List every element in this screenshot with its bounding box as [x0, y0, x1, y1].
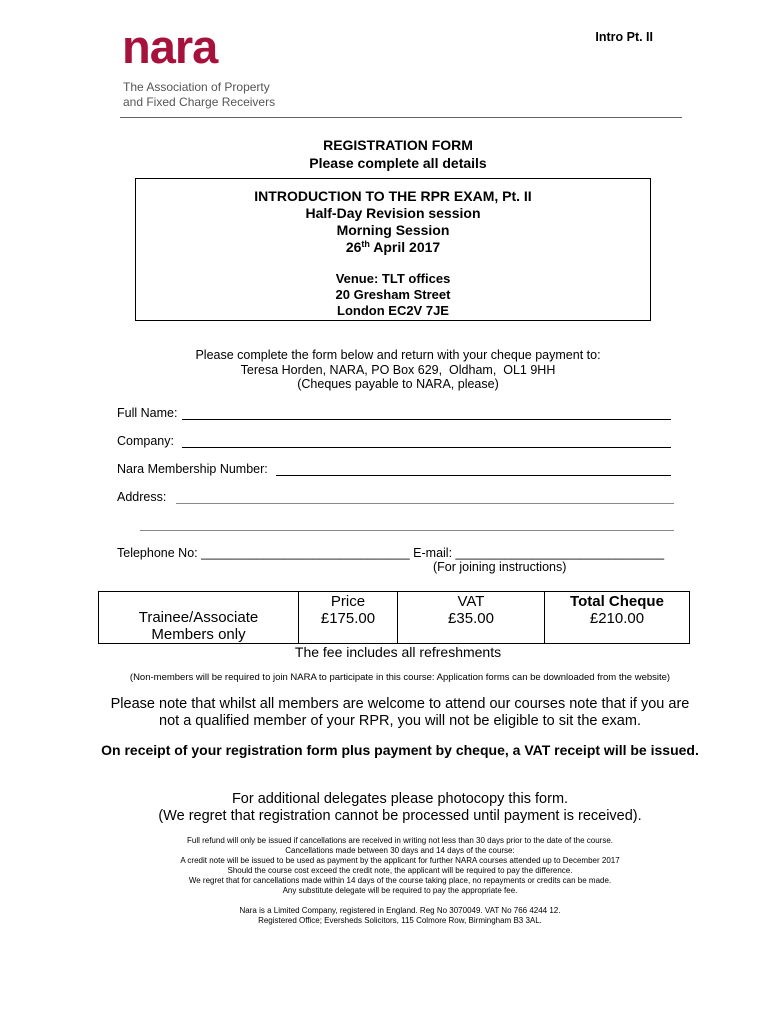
total-cell	[545, 592, 690, 644]
company-info-line1: Nara is a Limited Company, registered in England. Reg No 3070049. VAT No 766 4244 12.	[239, 906, 561, 915]
email-note: (For joining instructions)	[433, 560, 567, 574]
event-details-box	[135, 178, 651, 321]
event-session-time: Morning Session	[336, 222, 450, 238]
event-city: London EC2V 7JE	[337, 303, 449, 318]
event-date-day: 26	[345, 239, 362, 255]
page-label: Intro Pt. II	[595, 30, 653, 44]
nara-logo: nara	[122, 20, 218, 73]
membership-number-field[interactable]	[276, 475, 671, 476]
refund-line6: Any substitute delegate will be required to pay the appropriate fee.	[282, 886, 518, 895]
address-field-line2[interactable]	[140, 530, 674, 531]
vat-cell	[398, 592, 545, 644]
refund-line5: We regret that for cancellations made within 14 days of the course taking place, no repayments or credits can be made.	[188, 876, 612, 885]
event-date	[136, 239, 650, 256]
vat-receipt-note: On receipt of your registration form plus payment by cheque, a VAT receipt will be issued.	[101, 742, 699, 758]
full-name-label: Full Name:	[117, 406, 178, 420]
price-value: £175.00	[320, 610, 376, 627]
email-label: E-mail:	[413, 546, 453, 560]
form-title: REGISTRATION FORM	[323, 137, 473, 153]
company-label: Company:	[117, 434, 174, 448]
eligibility-note: Please note that whilst all members are welcome to attend our courses note that if you are not a qualified member of your RPR, you will not be eligible to sit the exam.	[110, 696, 690, 729]
member-type-cell	[99, 592, 299, 644]
logo-tagline-line2: and Fixed Charge Receivers	[123, 95, 276, 109]
fees-table	[98, 591, 690, 644]
non-members-note: (Non-members will be required to join NARA to participate in this course: Application forms can be downloaded from the website)	[129, 672, 671, 683]
refund-line1: Full refund will only be issued if cancellations are received in writing not less than 30 days prior to the date of the course.	[186, 836, 613, 845]
additional-delegates-note	[100, 791, 700, 825]
company-info-line2: Registered Office; Eversheds Solicitors, 115 Colmore Row, Birmingham B3 3AL.	[258, 916, 542, 925]
event-street: 20 Gresham Street	[335, 287, 451, 302]
header-divider	[120, 117, 682, 118]
address-label: Address:	[117, 490, 167, 504]
price-header: Price	[330, 593, 366, 610]
telephone-label: Telephone No:	[117, 546, 198, 560]
member-type-line1: Trainee/Associate	[138, 609, 259, 626]
table-row	[99, 592, 690, 644]
full-name-field[interactable]	[182, 419, 671, 420]
total-value: £210.00	[589, 610, 645, 627]
price-cell	[299, 592, 398, 644]
company-info	[100, 906, 700, 926]
event-date-rest: April 2017	[369, 239, 441, 255]
total-header: Total Cheque	[570, 593, 664, 610]
refund-line4: Should the course cost exceed the credit note, the applicant will be required to pay the difference.	[227, 866, 573, 875]
membership-number-label: Nara Membership Number:	[117, 462, 268, 476]
form-subtitle: Please complete all details	[309, 155, 487, 171]
logo-tagline-line1: The Association of Property	[123, 80, 270, 94]
refund-policy	[100, 836, 700, 896]
member-type-line2: Members only	[151, 626, 246, 643]
instructions-line2: Teresa Horden, NARA, PO Box 629, Oldham, OL1 9HH	[240, 362, 556, 377]
event-name: INTRODUCTION TO THE RPR EXAM, Pt. II	[254, 188, 532, 204]
event-session-type: Half-Day Revision session	[305, 205, 481, 221]
email-field[interactable]: ______________________________	[455, 546, 665, 560]
refreshments-note: The fee includes all refreshments	[294, 644, 502, 660]
event-venue: Venue: TLT offices	[335, 271, 451, 286]
logo-tagline	[123, 80, 275, 110]
vat-value: £35.00	[448, 610, 494, 627]
instructions-line3: (Cheques payable to NARA, please)	[297, 377, 499, 391]
refund-line2: Cancellations made between 30 days and 14 days of the course:	[285, 846, 515, 855]
address-field-line1[interactable]	[176, 503, 674, 504]
instructions-line1: Please complete the form below and return with your cheque payment to:	[195, 348, 601, 362]
event-date-suffix: th	[361, 239, 370, 249]
telephone-field[interactable]: ______________________________	[201, 546, 410, 560]
refund-line3: A credit note will be issued to be used as payment by the applicant for further NARA courses attended up to December 2017	[180, 856, 620, 865]
return-instructions	[0, 348, 770, 392]
vat-header: VAT	[457, 593, 485, 610]
company-field[interactable]	[182, 447, 671, 448]
additional-line2: (We regret that registration cannot be processed until payment is received).	[158, 808, 642, 824]
telephone-row	[117, 546, 664, 560]
additional-line1: For additional delegates please photocopy this form.	[231, 791, 569, 807]
